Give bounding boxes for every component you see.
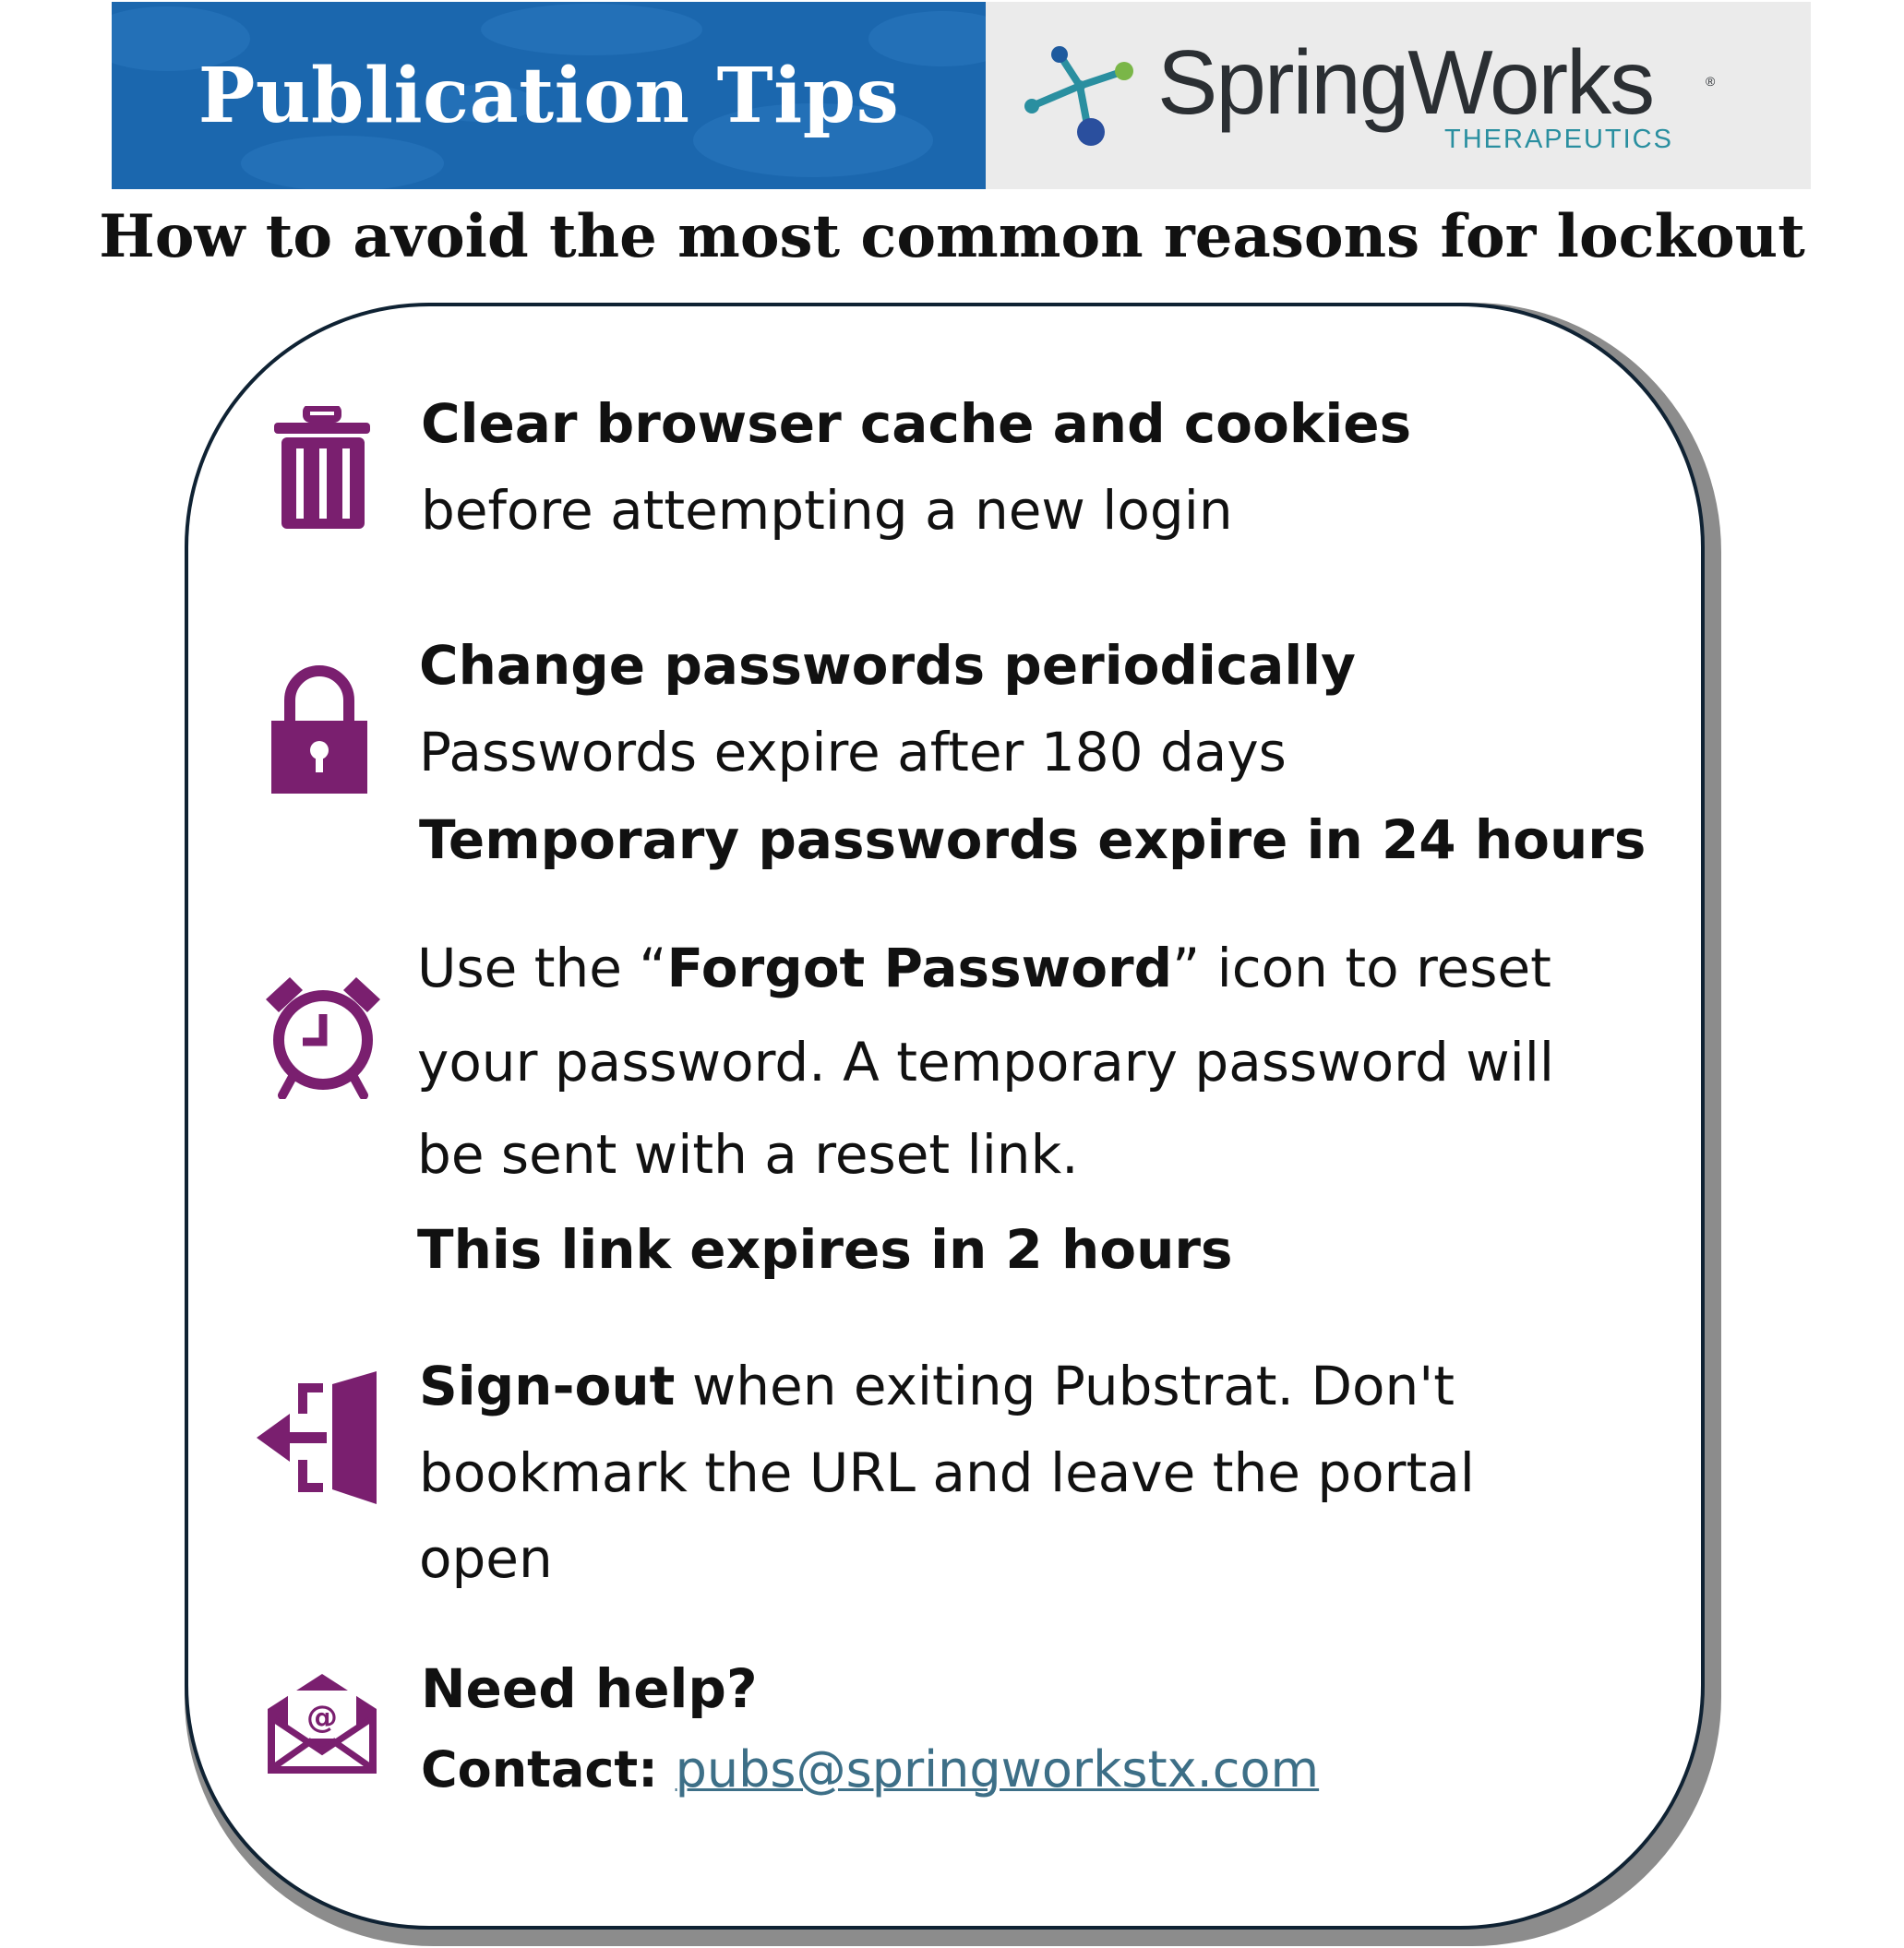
subtitle: How to avoid the most common reasons for lockout: [99, 202, 1805, 271]
forgot-password-label: Forgot Password: [666, 937, 1173, 999]
sign-out-label: Sign-out: [419, 1355, 676, 1417]
tip-help-heading: Need help?: [421, 1657, 758, 1720]
tips-card: [185, 303, 1705, 1930]
tip-forgot-post: ” icon to reset: [1172, 937, 1551, 999]
tip-password-note: Temporary passwords expire in 24 hours: [419, 808, 1647, 871]
tip-password-detail: Passwords expire after 180 days: [419, 721, 1287, 783]
tip-forgot-line2: your password. A temporary password will: [417, 1031, 1554, 1094]
logo-subtitle: THERAPEUTICS: [1444, 125, 1673, 154]
tip-cache-heading: Clear browser cache and cookies: [421, 392, 1412, 455]
tip-signout-rest: when exiting Pubstrat. Don't: [675, 1355, 1455, 1417]
springworks-molecule-icon: [1023, 43, 1143, 149]
tip-forgot-pre: Use the “: [417, 937, 667, 999]
sign-out-icon: [257, 1371, 378, 1504]
svg-text:@: @: [306, 1699, 338, 1736]
logo-registered-mark: ®: [1706, 74, 1716, 89]
tip-password-heading: Change passwords periodically: [419, 634, 1356, 697]
alarm-clock-icon: [262, 974, 384, 1099]
tip-signout-line2: bookmark the URL and leave the portal: [419, 1441, 1475, 1504]
header-banner: [112, 2, 986, 189]
envelope-at-icon: [266, 1672, 378, 1775]
tip-forgot-note: This link expires in 2 hours: [417, 1218, 1233, 1281]
trash-icon: [272, 406, 374, 531]
lock-icon: [269, 662, 369, 795]
logo-wordmark: SpringWorks: [1157, 31, 1654, 133]
tip-forgot-line3: be sent with a reset link.: [417, 1123, 1079, 1186]
page-title: Publication Tips: [198, 51, 900, 140]
tip-signout-line3: open: [419, 1527, 553, 1590]
tip-help-contact: [421, 1740, 1320, 1799]
contact-label: Contact:: [421, 1740, 676, 1799]
email-link[interactable]: pubs@springworkstx.com: [675, 1740, 1320, 1799]
tip-signout-line1: [419, 1355, 1455, 1417]
tip-forgot-line1: [417, 937, 1551, 999]
tip-cache-detail: before attempting a new login: [421, 479, 1233, 542]
company-logo[interactable]: [986, 2, 1811, 189]
